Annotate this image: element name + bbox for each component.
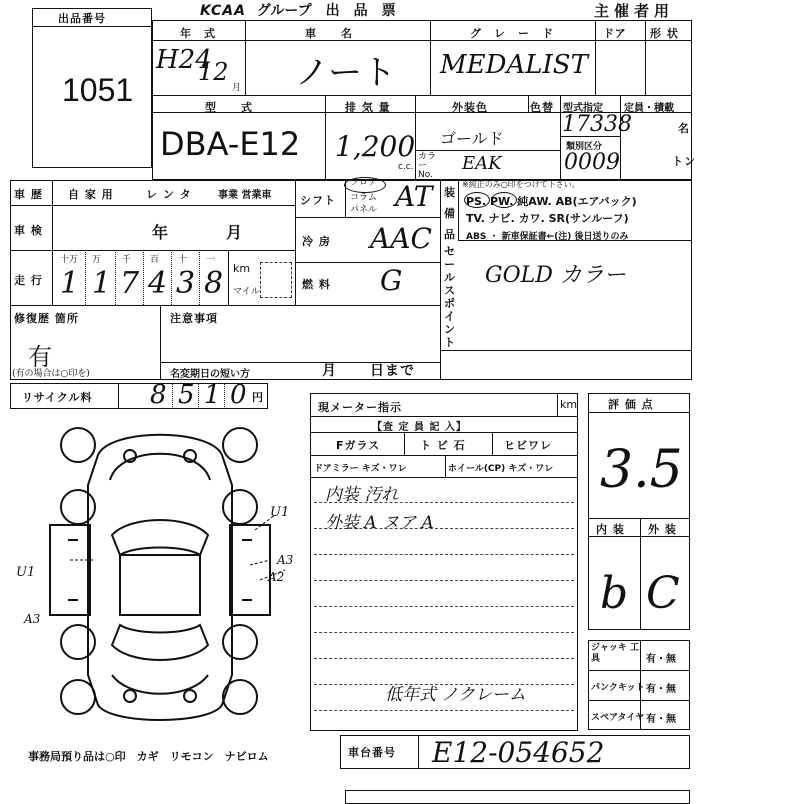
km-unit: km [233,262,251,275]
doors-header: ドア [603,27,627,40]
mileage-digit-3: 7 [120,266,140,301]
exterior-label: 外 装 [648,523,677,536]
equip-line-1: PS. PW. 純AW. AB(エアバック) [466,195,637,208]
car-damage-diagram [20,420,305,735]
recycle-digit-3: 1 [204,380,221,410]
diagram-mark-right-1: U1 [270,505,290,520]
meter-unit: km [560,398,578,411]
crack-label: ヒビワレ [504,439,552,452]
lot-number-label: 出品番号 [58,12,106,25]
shift-panel: パネル [350,205,378,215]
shift-floor: フロア [350,178,378,188]
selling-point-value: GOLD カラー [485,263,626,288]
model-header: 型 式 [205,101,253,114]
ac-value: AAC [370,222,432,255]
color-change-header: 色替 [530,101,554,114]
cc-unit: c.c. [398,162,414,172]
form-title: グループ 出 品 票 [256,3,396,19]
capacity-header: 定員・積載 [624,103,674,114]
organizer-logo: KCAA [200,3,246,19]
history-label: 車 歴 [14,188,43,201]
displacement-value: 1,200 [335,130,416,163]
fuel-label: 燃 料 [302,278,331,291]
equip-label-3: 品 [444,228,456,241]
diagram-mark-left-bottom: A3 [24,612,41,626]
fuel-value: G [380,264,403,297]
color-value: ゴールド [440,129,504,148]
selling-point-label: セールスポイント [444,245,455,349]
mileage-place-6: 一 [206,255,216,265]
note-line-1: 内装 汚れ [325,485,399,505]
bottom-table-edge [345,790,690,804]
recycle-label: リサイクル料 [22,391,93,404]
note-line-9: 低年式 ノクレーム [385,685,526,705]
office-note: 事務局預り品は○印 カギ リモコン ナビロム [28,750,269,763]
displacement-header: 排 気 量 [345,101,391,114]
recycle-digit-4: 0 [230,380,247,410]
interior-score: b [600,568,629,619]
car-name-header: 車 名 [305,27,353,40]
capacity-unit-ton: トン [672,155,696,168]
note-line-2: 外装 A ヌア A [325,513,434,533]
grade-header: グ レ ー ド [470,27,554,40]
tool-label-2: パンクキット [591,683,645,693]
color-code-value: EAK [462,153,502,174]
history-commercial: 事業 営業車 [218,190,272,201]
chassis-number: E12-054652 [432,736,605,769]
equip-note: ※純正のみ○印をつけて下さい。 [462,180,580,189]
car-name-value: ノート [295,53,396,93]
mirror-label: ドアミラー キズ・ワレ [314,464,407,474]
chassis-label: 車台番号 [348,746,396,759]
recycle-digit-2: 5 [178,380,195,410]
mileage-label: 走 行 [14,274,43,287]
type-approval-value: 17338 [562,112,632,137]
caution-label: 注意事項 [170,312,218,325]
mileage-digit-6: 8 [204,266,224,301]
history-rental: レ ン タ [146,188,192,201]
mileage-digit-1: 1 [60,266,80,301]
class-value: 0009 [564,150,620,175]
equip-line-2: TV. ナビ. カワ. SR(サンルーフ) [466,212,629,225]
tool-value-3: 有・無 [646,714,676,725]
equip-label-2: 備 [444,207,456,220]
month-unit: 月 [232,83,242,93]
diagram-mark-right-3: A2 [268,570,285,584]
tool-value-2: 有・無 [646,684,676,695]
mileage-digit-5: 3 [176,266,196,301]
equip-label-1: 装 [444,186,456,199]
grade-value: MEDALIST [440,50,588,80]
score-label: 評 価 点 [608,398,654,411]
shift-value: AT [395,180,433,213]
capacity-unit-people: 名 [678,122,690,135]
name-change-label: 名変期日の短い方 [170,369,250,380]
repair-note: (有の場合は○印を) [12,369,90,379]
inspector-title: 【査 定 員 記 入】 [372,422,467,433]
mileage-digit-4: 4 [148,266,168,301]
inspection-label: 車 検 [14,224,43,237]
score-total: 3.5 [600,440,683,500]
shape-header: 形 状 [650,27,679,40]
inspection-year-unit: 年 [152,223,170,242]
year-month-value: 12 [198,58,229,86]
type-approval-header: 型式指定 [563,103,603,114]
mileage-place-1: 十万 [60,255,79,265]
recycle-digit-1: 8 [150,380,167,410]
ext-color-header: 外装色 [452,101,488,114]
history-private: 自 家 用 [68,188,114,201]
classification-header: 類別区分 [566,142,603,152]
mile-unit: マイル [233,287,260,297]
shift-column: コラム [350,193,377,203]
tool-label-1: ジャッキ 工具 [591,643,639,664]
exterior-score: C [646,568,680,619]
shift-label: シフト [300,194,336,207]
wheel-label: ホイール(CP) キズ・ワレ [448,464,554,474]
inspection-month-unit: 月 [226,223,244,242]
year-header: 年 式 [180,27,216,40]
repair-label: 修復歴 箇所 [14,312,79,325]
equip-line-3: ABS ・ 新車保証書←(注) 後日送りのみ [466,232,629,242]
recycle-unit: 円 [252,391,263,404]
diagram-mark-right-2: A3 [277,553,294,567]
repair-value: 有 [28,343,52,371]
chip-label: ト ビ 石 [420,439,466,452]
name-change-day: 日まで [370,363,415,379]
mileage-digit-2: 1 [92,266,112,301]
model-value: DBA-E12 [160,125,301,163]
glass-label: Fガラス [336,439,381,452]
header-title [200,0,396,20]
tool-value-1: 有・無 [646,654,676,665]
ac-label: 冷 房 [302,235,331,248]
tool-label-3: スペアタイヤ [591,713,645,723]
interior-label: 内 装 [596,523,625,536]
meter-label: 現メーター指示 [318,401,402,414]
mileage-place-4: 百 [150,255,160,265]
mileage-place-5: 十 [178,255,188,265]
mileage-place-2: 万 [92,255,102,265]
name-change-month: 月 [322,363,337,379]
diagram-mark-left: U1 [16,565,36,580]
organizer-use-label: 主催者用 [594,2,675,20]
lot-number: 1051 [62,72,134,108]
mileage-place-3: 千 [122,255,132,265]
year-era-value: H24 [156,45,212,75]
color-code-label: カラー No. [418,152,437,180]
